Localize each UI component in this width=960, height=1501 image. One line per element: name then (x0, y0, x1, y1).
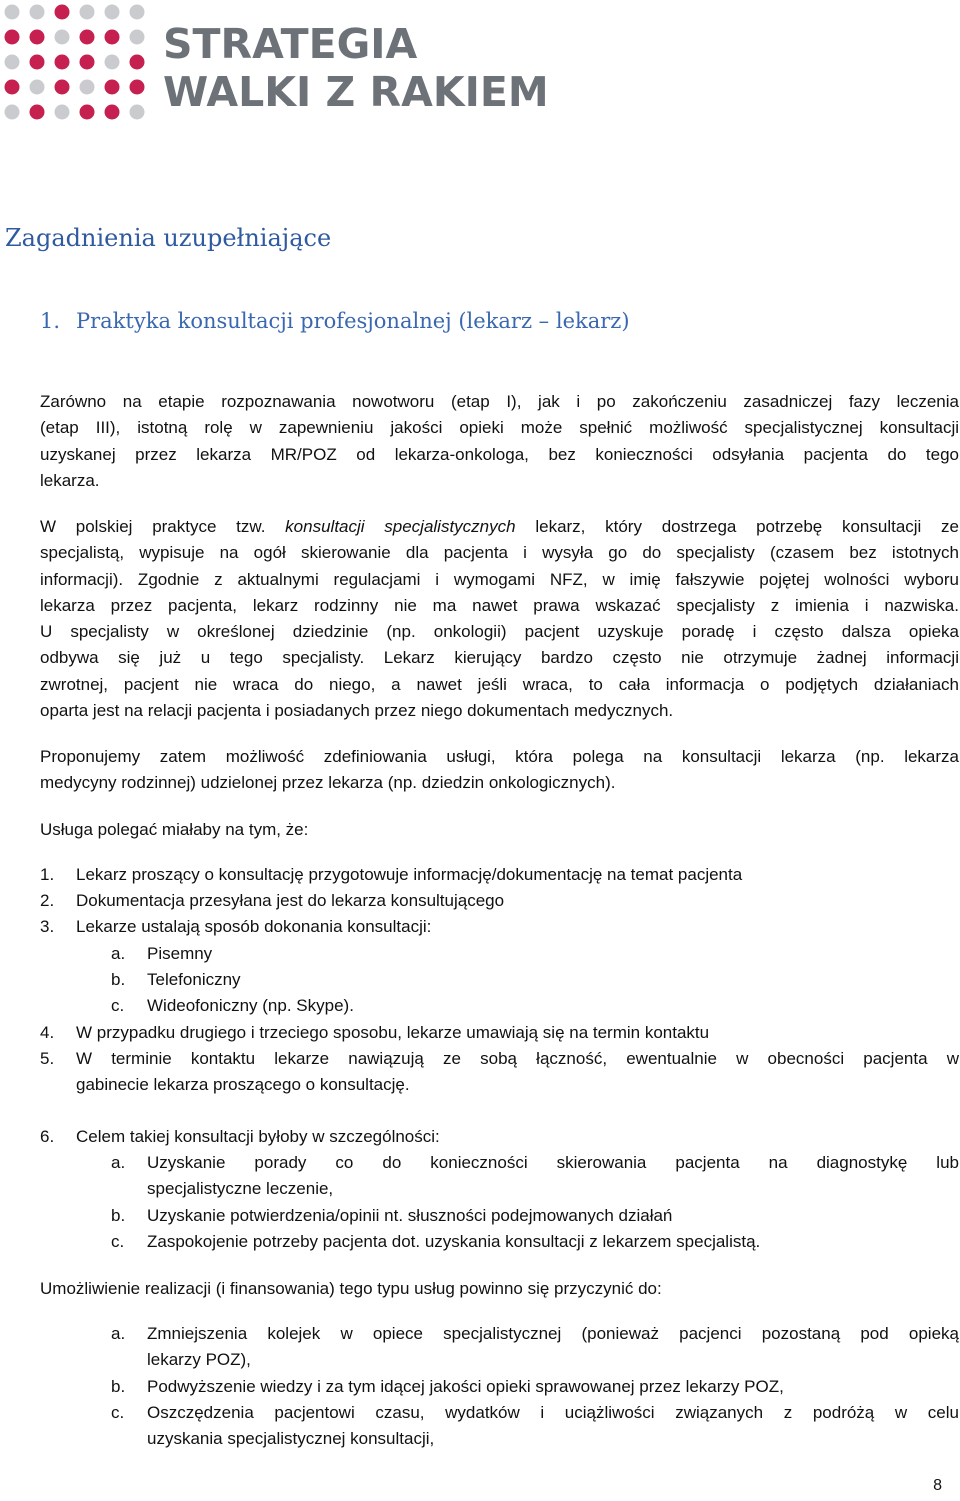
logo-dot (80, 5, 95, 20)
section-heading (40, 309, 630, 333)
list-marker: a. (111, 944, 126, 963)
list-text-line: gabinecie lekarza proszącego o konsultację. (76, 1075, 410, 1095)
logo-dot (30, 105, 45, 120)
list-marker: c. (111, 1403, 125, 1422)
logo-line-2: WALKI Z RAKIEM (163, 68, 549, 116)
page-heading: Zagadnienia uzupełniające (5, 224, 332, 252)
list-text (147, 1400, 959, 1453)
list-marker: b. (111, 1377, 126, 1396)
logo-dot (105, 105, 120, 120)
list-text: Uzyskanie potwierdzenia/opinii nt. słuszności podejmowanych działań (147, 1206, 673, 1225)
list-marker: 3. (40, 917, 55, 936)
list-text: Lekarz proszący o konsultację przygotowuje informację/dokumentację na temat pacjenta (76, 865, 743, 884)
list-text-line: specjalistyczne leczenie, (147, 1179, 334, 1199)
logo-dot (130, 80, 145, 95)
list-item (40, 1020, 709, 1046)
logo-dots-icon (0, 0, 160, 130)
para2-line: lekarza przez pacjenta, lekarz rodzinny nie ma nawet prawa wskazać specjalisty z imienia i nazwiska. (40, 595, 959, 615)
logo-dot (55, 5, 70, 20)
list-item (40, 914, 431, 940)
logo-dot (5, 55, 20, 70)
logo-dot (30, 5, 45, 20)
list-marker: b. (111, 1206, 126, 1225)
paragraph-5 (40, 1276, 959, 1302)
list-text: Zaspokojenie potrzeby pacjenta dot. uzyskania konsultacji z lekarzem specjalistą. (147, 1232, 761, 1251)
logo-dot (130, 30, 145, 45)
logo-dot (55, 55, 70, 70)
logo-line-1: STRATEGIA (163, 20, 418, 68)
logo-dot (55, 30, 70, 45)
paragraph-2 (40, 514, 959, 724)
logo-dot (80, 55, 95, 70)
list-text (147, 1321, 959, 1374)
para2-start: W polskiej praktyce tzw. (40, 517, 286, 536)
para1-line: uzyskanej przez lekarza MR/POZ od lekarza-onkologa, bez konieczności odsyłania pacjenta do tego (40, 444, 959, 464)
para2-line: U specjalisty w określonej dziedzinie (np. onkologii) pacjent uzyskuje poradę i często dalsza opieka (40, 622, 959, 642)
logo-dot (5, 5, 20, 20)
para2-line: odbywa się już u tego specjalisty. Lekarz kierujący bardzo często nie otrzymuje żadnej informacji (40, 648, 959, 668)
list-text: Podwyższenie wiedzy i za tym idącej jakości opieki sprawowanej przez lekarzy POZ, (147, 1377, 784, 1396)
list-text: Wideofoniczny (np. Skype). (147, 996, 354, 1015)
para1-line: Zarówno na etapie rozpoznawania nowotworu (etap I), jak i po zakończeniu zasadniczej fazy leczenia (40, 392, 959, 411)
list-text: Telefoniczny (147, 970, 241, 989)
list-text-line: lekarzy POZ), (147, 1350, 251, 1370)
list-text-line: W terminie kontaktu lekarze nawiązują ze sobą łączność, ewentualnie w obecności pacjenta w (76, 1049, 959, 1068)
list-text (76, 1046, 959, 1099)
list-marker: 1. (40, 865, 55, 884)
list-text: Celem takiej konsultacji byłoby w szczególności: (76, 1127, 440, 1146)
logo-dot (55, 80, 70, 95)
para2-line: informacji). Zgodnie z aktualnymi regulacjami i wymogami NFZ, w imię fałszywie pojętej wolności wyboru (40, 569, 959, 589)
para2-italic: konsultacji specjalistycznych (285, 517, 516, 536)
sublist-item (111, 941, 212, 967)
logo-dot (105, 30, 120, 45)
para4-line: Usługa polegać miałaby na tym, że: (40, 820, 309, 839)
sublist-item (111, 1400, 959, 1453)
list-marker: c. (111, 1232, 125, 1251)
sublist-item (111, 1229, 760, 1255)
sublist-item (111, 1150, 959, 1203)
logo-dot (105, 55, 120, 70)
logo-dot (80, 105, 95, 120)
sublist-item (111, 1321, 959, 1374)
list-text-line: Zmniejszenia kolejek w opiece specjalistycznej (ponieważ pacjenci pozostaną pod opieką (147, 1324, 959, 1343)
para2-line: zwrotnej, pacjent nie wraca do niego, a nawet jeśli wraca, to cała informacja o podjętych działaniach (40, 674, 959, 694)
list-text-line: uzyskania specjalistycznej konsultacji, (147, 1429, 435, 1449)
list-text-line: Uzyskanie porady co do konieczności skierowania pacjenta na diagnostykę lub (147, 1153, 959, 1172)
list-text: Dokumentacja przesyłana jest do lekarza konsultującego (76, 891, 505, 910)
list-item (40, 862, 742, 888)
list-marker: a. (111, 1324, 126, 1343)
list-text (147, 1150, 959, 1203)
para2-line: specjalistą, wypisuje na ogół skierowanie dla pacjenta i wysyła go do specjalisty (czasem bez istotnych (40, 543, 959, 563)
list-marker: 5. (40, 1049, 55, 1068)
logo-dot (80, 80, 95, 95)
list-item (40, 1124, 440, 1150)
section-title: Praktyka konsultacji profesjonalnej (lekarz – lekarz) (76, 309, 630, 333)
logo-dot (130, 55, 145, 70)
logo-dot (5, 80, 20, 95)
logo-dot (105, 5, 120, 20)
list-item (40, 1046, 959, 1099)
paragraph-1 (40, 389, 959, 494)
logo-dot (130, 105, 145, 120)
list-marker: a. (111, 1153, 126, 1172)
sublist-item (111, 993, 354, 1019)
sublist-item (111, 967, 241, 993)
para2-rest: lekarz, który dostrzega potrzebę konsultacji ze (515, 517, 960, 536)
sublist-item (111, 1374, 784, 1400)
list-text: W przypadku drugiego i trzeciego sposobu, lekarze umawiają się na termin kontaktu (76, 1023, 710, 1042)
logo-dot (105, 80, 120, 95)
paragraph-4 (40, 817, 959, 843)
list-marker: b. (111, 970, 126, 989)
section-number: 1. (40, 309, 61, 333)
para1-line: (etap III), istotną rolę w zapewnieniu jakości opieki może spełnić możliwość specjalistycznej konsultacji (40, 418, 959, 438)
logo-dot (30, 55, 45, 70)
list-text-line: Oszczędzenia pacjentowi czasu, wydatków i uciążliwości związanych z podróżą w celu (147, 1403, 959, 1422)
logo-dot (80, 30, 95, 45)
para3-line: medycyny rodzinnej) udzielonej przez lekarza (np. dziedzin onkologicznych). (40, 773, 616, 793)
list-text: Lekarze ustalają sposób dokonania konsultacji: (76, 917, 432, 936)
logo-dot (30, 30, 45, 45)
list-marker: 4. (40, 1023, 55, 1042)
para1-line: lekarza. (40, 470, 100, 490)
paragraph-3 (40, 744, 959, 797)
page-number: 8 (933, 1477, 942, 1494)
logo-dot (5, 30, 20, 45)
logo-dot (30, 80, 45, 95)
logo-text (163, 20, 549, 116)
para2-line: oparta jest na relacji pacjenta i posiadanych przez niego dokumentach medycznych. (40, 701, 674, 721)
list-marker: 6. (40, 1127, 55, 1146)
para5-line: Umożliwienie realizacji (i finansowania) tego typu usług powinno się przyczynić do: (40, 1279, 662, 1298)
list-text: Pisemny (147, 944, 213, 963)
logo-dot (5, 105, 20, 120)
para3-line: Proponujemy zatem możliwość zdefiniowania usługi, która polega na konsultacji lekarza (np. lekarza (40, 747, 959, 766)
list-item (40, 888, 504, 914)
para2-line-first (40, 514, 959, 540)
logo-dot (55, 105, 70, 120)
list-marker: 2. (40, 891, 55, 910)
logo (0, 0, 549, 130)
logo-dot (130, 5, 145, 20)
sublist-item (111, 1203, 672, 1229)
list-marker: c. (111, 996, 125, 1015)
